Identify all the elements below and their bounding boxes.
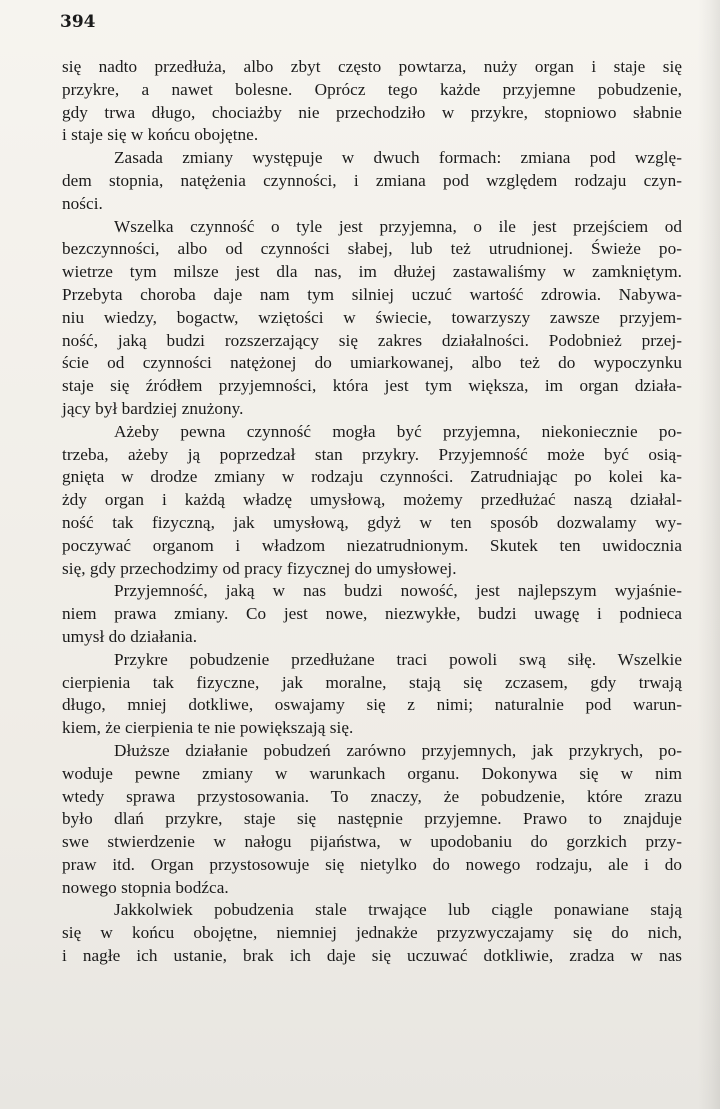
text-line: ności.	[62, 193, 103, 213]
page-edge-shadow	[698, 0, 720, 1109]
text-line: gnięta w drodze zmiany w rodzaju czynności. Zatrudniając po kolei ka-	[62, 467, 682, 487]
body-text	[62, 56, 682, 968]
text-line: nowego stopnia bodźca.	[62, 877, 229, 897]
text-line: ność tak fizyczną, jak umysłową, gdyż w ten sposób dozwalamy wy-	[62, 512, 682, 532]
text-line: swe stwierdzenie w nałogu pijaństwa, w upodobaniu do gorzkich przy-	[62, 832, 682, 852]
text-line: ność, jaką budzi rozszerzający się zakres działalności. Podobnież przej-	[62, 330, 682, 350]
text-line: niu wiedzy, bogactw, wziętości w świecie, towarzyszy zawsze przyjem-	[62, 307, 682, 327]
text-line: Zasada zmiany występuje w dwuch formach: zmiana pod wzglę-	[114, 148, 682, 168]
text-line: długo, mniej dotkliwe, oswajamy się z nimi; naturalnie pod warun-	[62, 695, 682, 715]
text-line: umysł do działania.	[62, 626, 198, 646]
text-line: dem stopnia, natężenia czynności, i zmiana pod względem rodzaju czyn-	[62, 170, 682, 190]
page-number: 394	[60, 12, 96, 32]
text-line: Przebyta choroba daje nam tym silniej uczuć wartość zdrowia. Nabywa-	[62, 284, 682, 304]
text-line: Przykre pobudzenie przedłużane traci powoli swą siłę. Wszelkie	[114, 649, 682, 669]
text-line: niem prawa zmiany. Co jest nowe, niezwykłe, budzi uwagę i podnieca	[62, 604, 682, 624]
text-line: Dłuższe działanie pobudzeń zarówno przyjemnych, jak przykrych, po-	[114, 740, 682, 760]
text-line: woduje pewne zmiany w warunkach organu. Dokonywa się w nim	[62, 763, 682, 783]
text-line: Przyjemność, jaką w nas budzi nowość, jest najlepszym wyjaśnie-	[114, 581, 682, 601]
text-line: się nadto przedłuża, albo zbyt często powtarza, nuży organ i staje się	[62, 57, 682, 76]
text-line: trzeba, ażeby ją poprzedzał stan przykry. Przyjemność może być osią-	[62, 444, 682, 464]
text-line: kiem, że cierpienia te nie powiększają się.	[62, 718, 354, 738]
text-line: i staje się w końcu obojętne.	[62, 125, 259, 145]
text-line: Jakkolwiek pobudzenia stale trwające lub ciągle ponawiane stają	[114, 900, 682, 920]
text-line: się w końcu obojętne, niemniej jednakże przyzwyczajamy się do nich,	[62, 923, 682, 943]
text-line: i nagłe ich ustanie, brak ich daje się uczuwać dotkliwie, zradza w nas	[62, 946, 682, 966]
text-line: Wszelka czynność o tyle jest przyjemna, o ile jest przejściem od	[114, 216, 682, 236]
text-line: wietrze tym milsze jest dla nas, im dłużej zastawaliśmy w zamkniętym.	[62, 262, 682, 282]
text-line: poczywać organom i władzom niezatrudnionym. Skutek ten uwidocznia	[62, 535, 682, 555]
text-line: bezczynności, albo od czynności słabej, lub też utrudnionej. Świeże po-	[62, 239, 682, 259]
text-line: było dlań przykre, staje się następnie przyjemne. Prawo to znajduje	[62, 809, 682, 829]
text-line: gdy trwa długo, chociażby nie przechodziło w przykre, stopniowo słabnie	[62, 102, 682, 122]
text-line: praw itd. Organ przystosowuje się nietylko do nowego rodzaju, ale i do	[62, 854, 682, 874]
text-line: jący był bardziej znużony.	[62, 398, 244, 418]
text-line: ście od czynności natężonej do umiarkowanej, albo też do wypoczynku	[62, 353, 682, 373]
text-line: wtedy sprawa przystosowania. To znaczy, że pobudzenie, które zrazu	[62, 786, 682, 806]
text-line: Ażeby pewna czynność mogła być przyjemna, niekoniecznie po-	[114, 421, 682, 441]
text-line: cierpienia tak fizyczne, jak moralne, stają się zczasem, gdy trwają	[62, 672, 682, 692]
text-line: staje się źródłem przyjemności, która jest tym większa, im organ działa-	[62, 376, 682, 396]
text-line: żdy organ i każdą władzę umysłową, możemy przedłużać naszą działal-	[62, 490, 682, 510]
text-line: się, gdy przechodzimy od pracy fizycznej do umysłowej.	[62, 558, 457, 578]
text-line: przykre, a nawet bolesne. Oprócz tego każde przyjemne pobudzenie,	[62, 79, 682, 99]
